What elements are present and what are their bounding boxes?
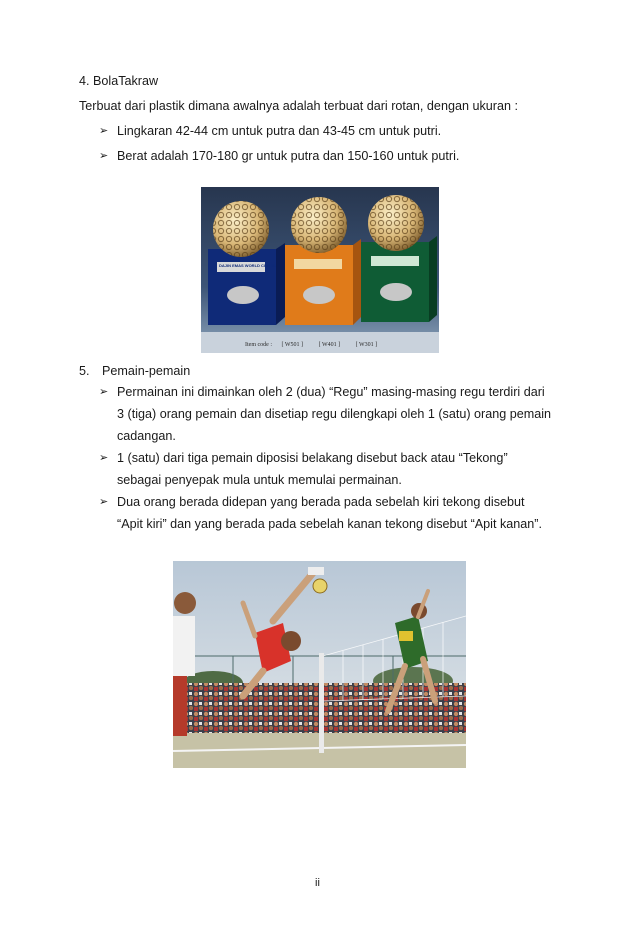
bullet-weight: Berat adalah 170-180 gr untuk putra dan 150-160 untuk putri. xyxy=(117,149,460,163)
section-5-heading: Pemain-pemain xyxy=(102,364,191,378)
arrow-bullet-icon: ➢ xyxy=(99,150,109,162)
section-4-intro: Terbuat dari plastik dimana awalnya adalah terbuat dari rotan, dengan ukuran : xyxy=(79,99,518,113)
bullet-apit-line-1: Dua orang berada didepan yang berada pada sebelah kiri tekong disebut xyxy=(117,495,525,509)
bullet-team-line-1: Permainan ini dimainkan oleh 2 (dua) “Regu” masing-masing regu terdiri dari xyxy=(117,385,545,399)
bullet-team-line-3: cadangan. xyxy=(117,429,176,443)
box-brand-label: DAJIN EMAS WORLD CUP '93 xyxy=(219,263,276,268)
section-5-number: 5. xyxy=(79,364,90,378)
sepak-takraw-match-photo xyxy=(173,561,466,768)
photo-caption: Item code : [ W501 ] [ W401 ] [ W301 ] xyxy=(245,342,378,348)
bullet-tekong-line-2: sebagai penyepak mula untuk memulai permainan. xyxy=(117,473,402,487)
section-4-heading: 4. BolaTakraw xyxy=(79,74,159,88)
arrow-bullet-icon: ➢ xyxy=(99,496,109,508)
bullet-apit-line-2: “Apit kiri” dan yang berada pada sebelah kanan tekong disebut “Apit kanan”. xyxy=(117,517,542,531)
arrow-bullet-icon: ➢ xyxy=(99,452,109,464)
page-number: ii xyxy=(315,877,320,889)
takraw-balls-photo xyxy=(201,187,439,353)
arrow-bullet-icon: ➢ xyxy=(99,386,109,398)
bullet-team-line-2: 3 (tiga) orang pemain dan disetiap regu dilengkapi oleh 1 (satu) orang pemain xyxy=(117,407,552,421)
bullet-circumference: Lingkaran 42-44 cm untuk putra dan 43-45 cm untuk putri. xyxy=(117,124,442,138)
arrow-bullet-icon: ➢ xyxy=(99,125,109,137)
bullet-tekong-line-1: 1 (satu) dari tiga pemain diposisi belakang disebut back atau “Tekong” xyxy=(117,451,508,465)
